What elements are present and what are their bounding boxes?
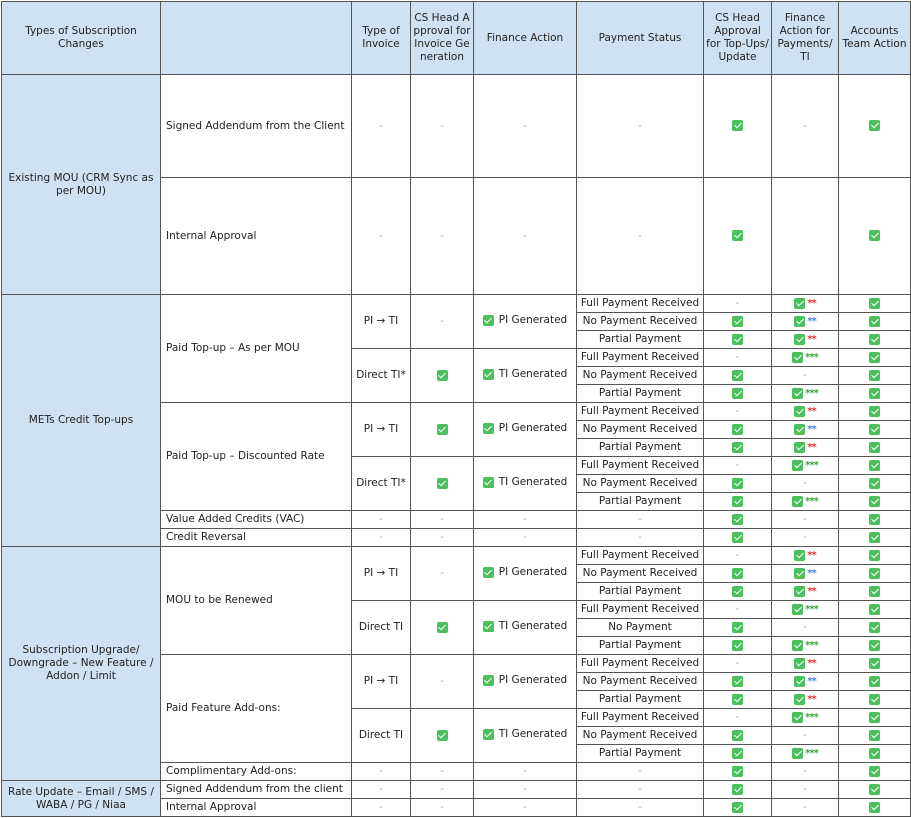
group-rate-update: Rate Update – Email / SMS / WABA / PG / Niaa <box>2 781 161 817</box>
blue-star-marker: ** <box>807 315 816 327</box>
dash-cell: - <box>704 457 772 475</box>
check-icon <box>732 514 743 525</box>
dash-cell: - <box>577 178 704 295</box>
row-label: Signed Addendum from the client <box>161 781 352 799</box>
dash-cell: - <box>772 763 839 781</box>
red-star-marker: ** <box>807 441 816 453</box>
check-icon <box>869 802 880 813</box>
finance-action: PI Generated <box>498 565 568 578</box>
green-star-marker: *** <box>805 711 818 723</box>
header-finance-action: Finance Action <box>474 2 577 75</box>
check-icon <box>869 478 880 489</box>
check-icon <box>483 675 494 686</box>
payment-status: Partial Payment <box>577 439 704 457</box>
blue-star-marker: ** <box>807 423 816 435</box>
check-icon <box>794 424 805 435</box>
dash-cell: - <box>411 529 474 547</box>
red-star-marker: ** <box>807 657 816 669</box>
dash-cell: - <box>474 529 577 547</box>
check-icon <box>869 586 880 597</box>
check-icon <box>869 460 880 471</box>
dash-cell: - <box>772 75 839 178</box>
check-icon <box>732 640 743 651</box>
payment-status: Full Payment Received <box>577 457 704 475</box>
finance-action: TI Generated <box>498 367 568 380</box>
check-icon <box>732 802 743 813</box>
finance-action: TI Generated <box>498 619 568 632</box>
check-icon <box>794 334 805 345</box>
check-icon <box>732 370 743 381</box>
payment-status: Partial Payment <box>577 691 704 709</box>
payment-status: No Payment Received <box>577 727 704 745</box>
green-star-marker: *** <box>805 639 818 651</box>
group-mets-credit: METs Credit Top-ups <box>2 295 161 547</box>
invoice-type: Direct TI <box>352 601 411 655</box>
check-icon <box>792 604 803 615</box>
red-star-marker: ** <box>807 549 816 561</box>
check-icon <box>794 298 805 309</box>
check-icon <box>869 550 880 561</box>
payment-status: Partial Payment <box>577 583 704 601</box>
dash-cell: - <box>411 511 474 529</box>
check-icon <box>869 640 880 651</box>
dash-cell: - <box>352 763 411 781</box>
check-icon <box>732 784 743 795</box>
header-types: Types of Subscription Changes <box>2 2 161 75</box>
table-row <box>2 295 911 313</box>
row-label: Credit Reversal <box>161 529 352 547</box>
check-icon <box>437 370 448 381</box>
dash-cell: - <box>352 529 411 547</box>
check-icon <box>869 316 880 327</box>
check-icon <box>437 730 448 741</box>
dash-cell: - <box>352 799 411 817</box>
check-icon <box>869 352 880 363</box>
header-payment-status: Payment Status <box>577 2 704 75</box>
check-icon <box>732 230 743 241</box>
check-icon <box>792 352 803 363</box>
check-icon <box>869 568 880 579</box>
red-star-marker: ** <box>807 585 816 597</box>
blue-star-marker: ** <box>807 675 816 687</box>
check-icon <box>794 586 805 597</box>
check-icon <box>794 694 805 705</box>
check-icon <box>869 622 880 633</box>
finance-action: PI Generated <box>498 421 568 434</box>
row-label: Value Added Credits (VAC) <box>161 511 352 529</box>
dash-cell: - <box>411 547 474 601</box>
payment-status: No Payment Received <box>577 313 704 331</box>
invoice-type: Direct TI <box>352 709 411 763</box>
check-icon <box>869 370 880 381</box>
check-icon <box>792 460 803 471</box>
check-icon <box>869 406 880 417</box>
dash-cell: - <box>704 655 772 673</box>
payment-status: Partial Payment <box>577 385 704 403</box>
dash-cell: - <box>704 295 772 313</box>
check-icon <box>869 230 880 241</box>
check-icon <box>483 621 494 632</box>
dash-cell: - <box>772 529 839 547</box>
dash-cell: - <box>577 511 704 529</box>
check-icon <box>437 424 448 435</box>
green-star-marker: *** <box>805 351 818 363</box>
check-icon <box>869 712 880 723</box>
table-row <box>2 75 911 178</box>
check-icon <box>732 442 743 453</box>
check-icon <box>483 477 494 488</box>
check-icon <box>792 712 803 723</box>
header-finance-payments: Finance Action for Payments/ TI <box>772 2 839 75</box>
check-icon <box>792 748 803 759</box>
payment-status: Full Payment Received <box>577 295 704 313</box>
dash-cell: - <box>772 799 839 817</box>
group-existing-mou: Existing MOU (CRM Sync as per MOU) <box>2 75 161 295</box>
dash-cell: - <box>474 763 577 781</box>
payment-status: Full Payment Received <box>577 655 704 673</box>
dash-cell: - <box>704 709 772 727</box>
payment-status: No Payment Received <box>577 367 704 385</box>
invoice-type: PI → TI <box>352 655 411 709</box>
dash-cell: - <box>772 619 839 637</box>
check-icon <box>794 316 805 327</box>
payment-status: Partial Payment <box>577 331 704 349</box>
check-icon <box>732 120 743 131</box>
invoice-type: Direct TI* <box>352 457 411 511</box>
check-icon <box>869 784 880 795</box>
payment-status: Partial Payment <box>577 637 704 655</box>
dash-cell: - <box>352 178 411 295</box>
check-icon <box>732 478 743 489</box>
finance-action: TI Generated <box>498 727 568 740</box>
row-label: Signed Addendum from the Client <box>161 75 352 178</box>
group-subscription-upgrade: Subscription Upgrade/ Downgrade – New Feature / Addon / Limit <box>2 547 161 781</box>
dash-cell: - <box>772 727 839 745</box>
header-blank <box>161 2 352 75</box>
payment-status: No Payment Received <box>577 421 704 439</box>
payment-status: Full Payment Received <box>577 547 704 565</box>
dash-cell: - <box>474 781 577 799</box>
dash-cell: - <box>704 547 772 565</box>
check-icon <box>794 568 805 579</box>
red-star-marker: ** <box>807 693 816 705</box>
dash-cell: - <box>411 799 474 817</box>
dash-cell: - <box>474 799 577 817</box>
dash-cell: - <box>577 799 704 817</box>
check-icon <box>732 568 743 579</box>
check-icon <box>794 658 805 669</box>
payment-status: No Payment Received <box>577 475 704 493</box>
finance-action: PI Generated <box>498 313 568 326</box>
check-icon <box>732 766 743 777</box>
check-icon <box>869 496 880 507</box>
invoice-type: PI → TI <box>352 547 411 601</box>
check-icon <box>437 478 448 489</box>
dash-cell: - <box>411 178 474 295</box>
dash-cell: - <box>704 403 772 421</box>
row-label: Paid Feature Add-ons: <box>161 655 352 763</box>
payment-status: No Payment Received <box>577 565 704 583</box>
check-icon <box>869 120 880 131</box>
check-icon <box>869 388 880 399</box>
row-label: MOU to be Renewed <box>161 547 352 655</box>
dash-cell: - <box>577 75 704 178</box>
check-icon <box>732 424 743 435</box>
check-icon <box>483 729 494 740</box>
check-icon <box>869 766 880 777</box>
check-icon <box>732 532 743 543</box>
check-icon <box>869 676 880 687</box>
payment-status: Full Payment Received <box>577 601 704 619</box>
check-icon <box>869 748 880 759</box>
green-star-marker: *** <box>805 387 818 399</box>
dash-cell: - <box>352 781 411 799</box>
check-icon <box>794 442 805 453</box>
check-icon <box>794 406 805 417</box>
table-row <box>2 547 911 565</box>
payment-status: Partial Payment <box>577 493 704 511</box>
payment-status: Partial Payment <box>577 745 704 763</box>
red-star-marker: ** <box>807 333 816 345</box>
check-icon <box>732 388 743 399</box>
check-icon <box>732 676 743 687</box>
header-type-of-invoice: Type of Invoice <box>352 2 411 75</box>
dash-cell: - <box>474 75 577 178</box>
dash-cell: - <box>577 781 704 799</box>
header-cs-head-topups: CS Head Approval for Top-Ups/ Update <box>704 2 772 75</box>
row-label: Internal Approval <box>161 799 352 817</box>
red-star-marker: ** <box>807 297 816 309</box>
check-icon <box>869 694 880 705</box>
green-star-marker: *** <box>805 603 818 615</box>
check-icon <box>869 334 880 345</box>
payment-status: Full Payment Received <box>577 403 704 421</box>
row-label: Paid Top-up – As per MOU <box>161 295 352 403</box>
subscription-changes-table <box>1 1 911 817</box>
check-icon <box>792 388 803 399</box>
dash-cell: - <box>772 511 839 529</box>
dash-cell: - <box>577 763 704 781</box>
check-icon <box>869 730 880 741</box>
payment-status: No Payment <box>577 619 704 637</box>
dash-cell: - <box>474 178 577 295</box>
dash-cell: - <box>411 75 474 178</box>
check-icon <box>869 604 880 615</box>
check-icon <box>732 622 743 633</box>
check-icon <box>869 658 880 669</box>
check-icon <box>732 496 743 507</box>
dash-cell: - <box>577 529 704 547</box>
check-icon <box>869 442 880 453</box>
dash-cell: - <box>411 763 474 781</box>
invoice-type: PI → TI <box>352 295 411 349</box>
check-icon <box>792 496 803 507</box>
check-icon <box>732 316 743 327</box>
check-icon <box>869 532 880 543</box>
dash-cell: - <box>411 295 474 349</box>
green-star-marker: *** <box>805 747 818 759</box>
row-label: Complimentary Add-ons: <box>161 763 352 781</box>
green-star-marker: *** <box>805 495 818 507</box>
finance-action: PI Generated <box>498 673 568 686</box>
check-icon <box>792 640 803 651</box>
dash-cell: - <box>352 75 411 178</box>
row-label: Paid Top-up – Discounted Rate <box>161 403 352 511</box>
check-icon <box>483 567 494 578</box>
red-star-marker: ** <box>807 405 816 417</box>
header-cs-head-invoice: CS Head Approval for Invoice Generation <box>411 2 474 75</box>
dash-cell: - <box>704 349 772 367</box>
table-row <box>2 781 911 799</box>
check-icon <box>483 315 494 326</box>
dash-cell: - <box>352 511 411 529</box>
blue-star-marker: ** <box>807 567 816 579</box>
payment-status: Full Payment Received <box>577 709 704 727</box>
check-icon <box>869 514 880 525</box>
dash-cell: - <box>474 511 577 529</box>
invoice-type: PI → TI <box>352 403 411 457</box>
dash-cell: - <box>704 601 772 619</box>
dash-cell: - <box>772 475 839 493</box>
green-star-marker: *** <box>805 459 818 471</box>
dash-cell: - <box>411 655 474 709</box>
check-icon <box>794 676 805 687</box>
check-icon <box>732 730 743 741</box>
row-label: Internal Approval <box>161 178 352 295</box>
check-icon <box>732 334 743 345</box>
check-icon <box>732 748 743 759</box>
check-icon <box>483 369 494 380</box>
check-icon <box>869 424 880 435</box>
dash-cell: - <box>411 781 474 799</box>
payment-status: No Payment Received <box>577 673 704 691</box>
check-icon <box>732 694 743 705</box>
dash-cell: - <box>772 367 839 385</box>
finance-action: TI Generated <box>498 475 568 488</box>
check-icon <box>869 298 880 309</box>
payment-status: Full Payment Received <box>577 349 704 367</box>
check-icon <box>732 586 743 597</box>
check-icon <box>437 622 448 633</box>
invoice-type: Direct TI* <box>352 349 411 403</box>
header-accounts-team: Accounts Team Action <box>839 2 911 75</box>
dash-cell: - <box>772 781 839 799</box>
check-icon <box>483 423 494 434</box>
check-icon <box>794 550 805 561</box>
